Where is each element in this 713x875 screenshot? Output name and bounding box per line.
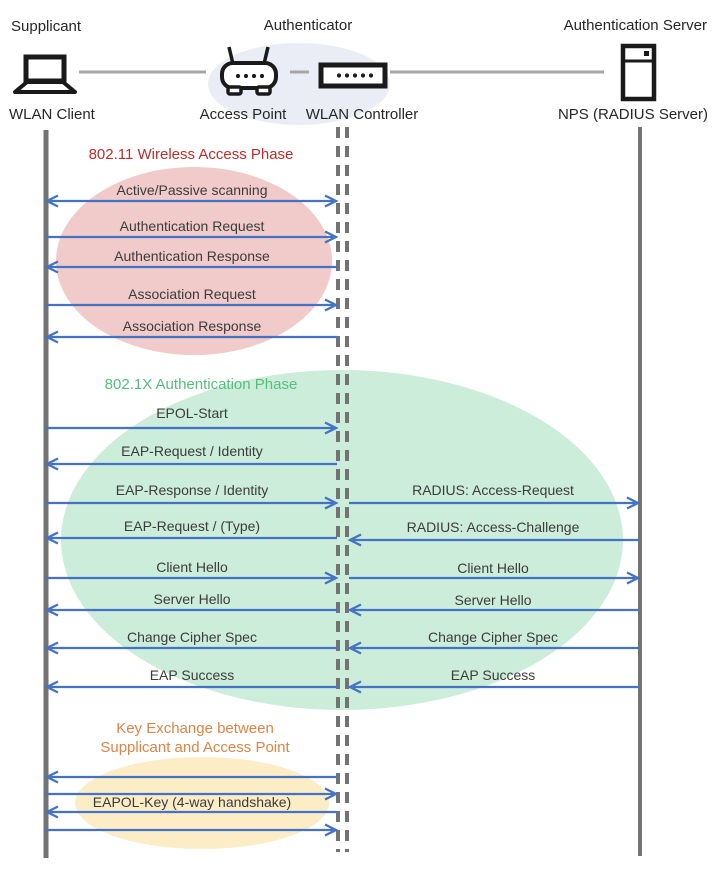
message-label: Server Hello: [454, 592, 532, 608]
message-label: EAP Success: [149, 667, 235, 683]
phase-title-8021x: 802.1X Authentication Phase: [104, 376, 298, 393]
message-label: Change Cipher Spec: [428, 629, 558, 645]
message-label: Authentication Request: [119, 218, 265, 234]
message-label: EAP-Request / (Type): [123, 518, 261, 534]
role-label-authenticator: Authenticator: [263, 17, 353, 34]
message-label: RADIUS: Access-Challenge: [406, 519, 580, 535]
node-label-wlan-controller: WLAN Controller: [305, 106, 419, 123]
role-label-supplicant: Supplicant: [11, 18, 82, 35]
node-label-nps: NPS (RADIUS Server): [557, 106, 708, 123]
message-label: EAP-Request / Identity: [121, 443, 263, 459]
message-label: Client Hello: [457, 560, 529, 576]
message-label: Authentication Response: [114, 248, 270, 264]
phase-title-key-exchange: [53, 719, 337, 757]
wlan-controller-icon: [321, 65, 385, 86]
phase-title-key-exchange-line2: Supplicant and Access Point: [100, 739, 290, 756]
message-label: EAP-Response / Identity: [115, 482, 269, 498]
phase-title-key-exchange-line1: Key Exchange between: [116, 720, 274, 737]
message-label: EAP Success: [450, 667, 536, 683]
node-label-wlan-client: WLAN Client: [9, 106, 95, 123]
message-label: Association Response: [122, 318, 262, 334]
message-label: Active/Passive scanning: [116, 182, 268, 198]
message-label: Client Hello: [156, 559, 228, 575]
server-icon: [623, 46, 654, 99]
phase-title-80211: 802.11 Wireless Access Phase: [88, 146, 294, 163]
laptop-icon: [15, 57, 75, 92]
message-label: RADIUS: Access-Request: [412, 482, 574, 498]
message-label: EPOL-Start: [156, 405, 228, 421]
role-label-authentication-server: Authentication Server: [563, 17, 707, 34]
node-label-access-point: Access Point: [199, 106, 287, 123]
message-label: EAPOL-Key (4-way handshake): [92, 794, 292, 810]
message-label: Server Hello: [153, 591, 231, 607]
message-label: Association Request: [128, 286, 256, 302]
message-label: Change Cipher Spec: [127, 629, 257, 645]
